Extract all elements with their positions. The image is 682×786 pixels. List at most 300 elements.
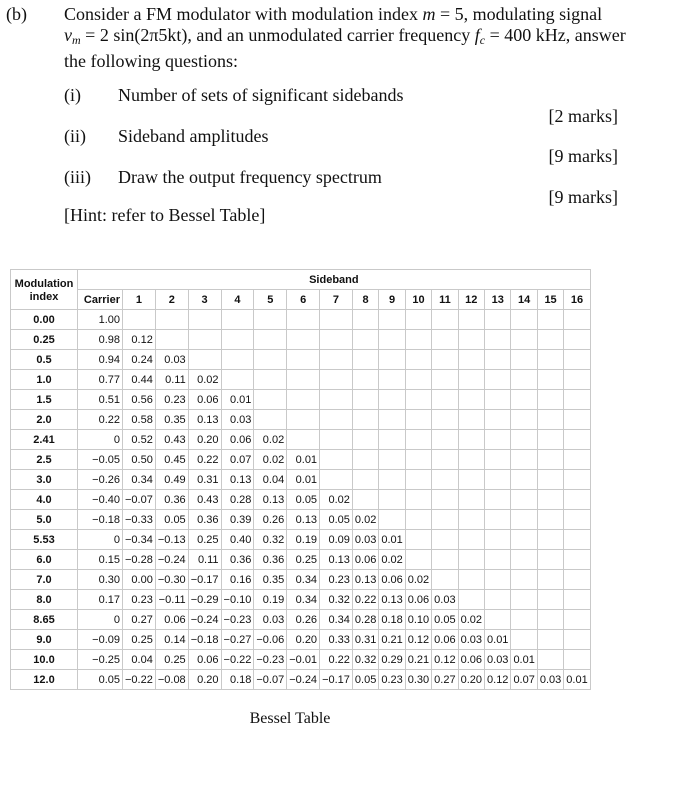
- modulation-index-cell: 2.0: [11, 410, 78, 430]
- table-cell: [320, 470, 353, 490]
- table-cell: 0.01: [287, 450, 320, 470]
- table-cell: [485, 310, 511, 330]
- table-cell: [458, 370, 484, 390]
- table-cell: 0.18: [379, 610, 405, 630]
- table-cell: −0.13: [155, 530, 188, 550]
- table-body: [11, 310, 591, 690]
- column-header-sideband-2: 2: [155, 290, 188, 310]
- table-cell: 0.05: [78, 670, 123, 690]
- table-cell: 0.03: [221, 410, 254, 430]
- table-row: [11, 530, 591, 550]
- table-cell: [432, 510, 458, 530]
- table-cell: [511, 590, 537, 610]
- table-cell: [537, 570, 563, 590]
- table-cell: 0.25: [155, 650, 188, 670]
- header-modulation: Modulation: [14, 277, 74, 290]
- table-cell: [458, 510, 484, 530]
- table-cell: 0.13: [221, 470, 254, 490]
- table-cell: 0.31: [188, 470, 221, 490]
- table-cell: [287, 410, 320, 430]
- table-cell: 0.16: [221, 570, 254, 590]
- table-cell: 0.06: [352, 550, 378, 570]
- table-cell: [564, 330, 590, 350]
- table-cell: [537, 390, 563, 410]
- table-cell: [188, 350, 221, 370]
- column-header-sideband-8: 8: [352, 290, 378, 310]
- table-cell: 0.33: [320, 630, 353, 650]
- table-cell: 0.13: [254, 490, 287, 510]
- table-cell: [432, 430, 458, 450]
- table-cell: [432, 310, 458, 330]
- table-cell: 0.22: [320, 650, 353, 670]
- table-cell: [432, 330, 458, 350]
- table-cell: 0.26: [287, 610, 320, 630]
- table-cell: [458, 330, 484, 350]
- table-cell: [537, 410, 563, 430]
- table-cell: 0.03: [458, 630, 484, 650]
- table-cell: 0.34: [123, 470, 156, 490]
- table-cell: 0.14: [155, 630, 188, 650]
- table-cell: [405, 310, 431, 330]
- table-cell: [352, 370, 378, 390]
- table-cell: 0.05: [352, 670, 378, 690]
- table-cell: 0.36: [188, 510, 221, 530]
- modulation-index-cell: 1.5: [11, 390, 78, 410]
- table-cell: [511, 450, 537, 470]
- table-cell: 0.00: [123, 570, 156, 590]
- table-row: [11, 370, 591, 390]
- table-cell: 0.07: [511, 670, 537, 690]
- table-cell: −0.01: [287, 650, 320, 670]
- table-cell: [188, 310, 221, 330]
- table-cell: [254, 310, 287, 330]
- table-cell: 0.77: [78, 370, 123, 390]
- table-cell: 0.58: [123, 410, 156, 430]
- table-cell: 0.06: [405, 590, 431, 610]
- table-cell: 0.30: [78, 570, 123, 590]
- column-header-sideband-4: 4: [221, 290, 254, 310]
- table-cell: [537, 470, 563, 490]
- table-cell: 0.40: [221, 530, 254, 550]
- table-cell: 0.27: [123, 610, 156, 630]
- table-cell: [511, 390, 537, 410]
- table-cell: 0.98: [78, 330, 123, 350]
- table-cell: −0.28: [123, 550, 156, 570]
- table-cell: 0.01: [287, 470, 320, 490]
- table-cell: 0.03: [254, 610, 287, 630]
- table-cell: 0.20: [188, 430, 221, 450]
- table-cell: [405, 470, 431, 490]
- table-cell: −0.09: [78, 630, 123, 650]
- table-cell: 0.28: [352, 610, 378, 630]
- item-3-text: Draw the output frequency spectrum: [118, 167, 382, 187]
- table-cell: 0.20: [287, 630, 320, 650]
- table-cell: [511, 470, 537, 490]
- table-cell: [458, 550, 484, 570]
- table-cell: 0.03: [432, 590, 458, 610]
- table-cell: [458, 350, 484, 370]
- table-cell: −0.07: [123, 490, 156, 510]
- table-cell: [432, 470, 458, 490]
- table-cell: 0.06: [458, 650, 484, 670]
- table-cell: 0.02: [254, 430, 287, 450]
- table-cell: −0.26: [78, 470, 123, 490]
- table-cell: 0.13: [287, 510, 320, 530]
- table-cell: 0.39: [221, 510, 254, 530]
- table-row: [11, 330, 591, 350]
- table-cell: [155, 310, 188, 330]
- table-cell: [352, 330, 378, 350]
- table-cell: 0.03: [155, 350, 188, 370]
- table-row: [11, 570, 591, 590]
- table-cell: [537, 430, 563, 450]
- table-cell: [432, 350, 458, 370]
- table-cell: 0.27: [432, 670, 458, 690]
- table-cell: [511, 430, 537, 450]
- table-cell: 0.01: [379, 530, 405, 550]
- table-cell: [537, 550, 563, 570]
- sideband-header: Sideband: [78, 270, 591, 290]
- table-cell: 0.07: [221, 450, 254, 470]
- table-cell: 0.30: [405, 670, 431, 690]
- table-cell: [485, 570, 511, 590]
- table-cell: [537, 590, 563, 610]
- table-cell: −0.06: [254, 630, 287, 650]
- item-3-marks: [9 marks]: [548, 187, 618, 207]
- modulation-index-cell: 7.0: [11, 570, 78, 590]
- table-cell: 0.43: [155, 430, 188, 450]
- table-cell: −0.40: [78, 490, 123, 510]
- table-cell: 0.12: [485, 670, 511, 690]
- table-cell: [537, 650, 563, 670]
- table-row: [11, 630, 591, 650]
- table-row: [11, 490, 591, 510]
- table-cell: [458, 470, 484, 490]
- table-cell: 0.02: [379, 550, 405, 570]
- table-cell: [405, 550, 431, 570]
- modulation-index-cell: 1.0: [11, 370, 78, 390]
- table-cell: [432, 410, 458, 430]
- table-cell: [458, 530, 484, 550]
- table-cell: [352, 350, 378, 370]
- table-cell: 0.20: [188, 670, 221, 690]
- table-cell: 0.23: [155, 390, 188, 410]
- table-cell: [485, 350, 511, 370]
- table-cell: 0.12: [123, 330, 156, 350]
- item-3-number: (iii): [64, 167, 91, 187]
- table-cell: [485, 450, 511, 470]
- modulation-index-cell: 9.0: [11, 630, 78, 650]
- table-cell: 0.23: [379, 670, 405, 690]
- table-cell: 0.43: [188, 490, 221, 510]
- table-cell: −0.07: [254, 670, 287, 690]
- table-row: [11, 670, 591, 690]
- table-cell: 0.32: [352, 650, 378, 670]
- modulation-index-cell: 8.0: [11, 590, 78, 610]
- table-cell: 0.18: [221, 670, 254, 690]
- table-cell: [352, 490, 378, 510]
- table-cell: [564, 470, 590, 490]
- table-cell: [537, 310, 563, 330]
- item-1-text: Number of sets of significant sidebands: [118, 85, 404, 105]
- modulation-index-cell: 2.5: [11, 450, 78, 470]
- table-cell: 0.02: [254, 450, 287, 470]
- modulation-index-cell: 5.0: [11, 510, 78, 530]
- table-cell: [485, 510, 511, 530]
- table-cell: [352, 430, 378, 450]
- table-cell: 0: [78, 430, 123, 450]
- table-row: [11, 550, 591, 570]
- table-cell: 0.06: [432, 630, 458, 650]
- table-cell: [405, 510, 431, 530]
- table-cell: [564, 510, 590, 530]
- table-cell: −0.24: [188, 610, 221, 630]
- question-line-3: the following questions:: [64, 51, 238, 71]
- line1-suffix: = 5, modulating signal: [435, 4, 603, 24]
- table-cell: 0.22: [188, 450, 221, 470]
- table-cell: 0.12: [405, 630, 431, 650]
- table-cell: [564, 490, 590, 510]
- table-cell: [564, 310, 590, 330]
- table-cell: [537, 530, 563, 550]
- table-cell: [287, 330, 320, 350]
- table-cell: [485, 530, 511, 550]
- table-cell: [379, 490, 405, 510]
- modulation-index-cell: 2.41: [11, 430, 78, 450]
- table-cell: [320, 450, 353, 470]
- table-cell: [405, 450, 431, 470]
- table-cell: [405, 390, 431, 410]
- table-cell: 0.13: [352, 570, 378, 590]
- table-cell: [564, 390, 590, 410]
- column-header-sideband-16: 16: [564, 290, 590, 310]
- table-cell: 0.11: [155, 370, 188, 390]
- table-row: [11, 470, 591, 490]
- table-cell: [485, 470, 511, 490]
- table-cell: [352, 450, 378, 470]
- table-cell: −0.17: [320, 670, 353, 690]
- table-cell: [379, 450, 405, 470]
- table-cell: 0.36: [254, 550, 287, 570]
- item-2-marks: [9 marks]: [548, 146, 618, 166]
- item-1-marks: [2 marks]: [548, 106, 618, 126]
- vm-subscript: m: [72, 33, 81, 47]
- table-cell: [320, 430, 353, 450]
- table-cell: 1.00: [78, 310, 123, 330]
- table-cell: [537, 510, 563, 530]
- table-cell: 0.02: [405, 570, 431, 590]
- table-cell: 0.10: [405, 610, 431, 630]
- table-cell: [379, 390, 405, 410]
- question-line-2: [64, 25, 664, 51]
- line1-prefix: Consider a FM modulator with modulation index: [64, 4, 423, 24]
- column-header-sideband-3: 3: [188, 290, 221, 310]
- table-cell: 0.04: [123, 650, 156, 670]
- table-cell: −0.30: [155, 570, 188, 590]
- table-cell: 0.56: [123, 390, 156, 410]
- table-cell: [485, 590, 511, 610]
- table-cell: [405, 410, 431, 430]
- table-cell: 0.15: [78, 550, 123, 570]
- table-cell: [511, 570, 537, 590]
- table-cell: [254, 330, 287, 350]
- table-cell: 0.13: [188, 410, 221, 430]
- column-header-sideband-13: 13: [485, 290, 511, 310]
- table-cell: [564, 530, 590, 550]
- table-cell: 0.20: [458, 670, 484, 690]
- table-cell: −0.11: [155, 590, 188, 610]
- table-cell: 0.06: [155, 610, 188, 630]
- column-header-sideband-12: 12: [458, 290, 484, 310]
- table-row: [11, 350, 591, 370]
- table-cell: [254, 410, 287, 430]
- table-cell: 0.21: [405, 650, 431, 670]
- table-cell: 0.52: [123, 430, 156, 450]
- table-cell: [123, 310, 156, 330]
- table-cell: [432, 570, 458, 590]
- table-cell: [320, 410, 353, 430]
- column-header-sideband-7: 7: [320, 290, 353, 310]
- table-cell: [432, 530, 458, 550]
- table-cell: 0.26: [254, 510, 287, 530]
- table-cell: [485, 370, 511, 390]
- table-header-row-1: [11, 270, 591, 290]
- table-cell: [221, 350, 254, 370]
- table-cell: 0.36: [221, 550, 254, 570]
- table-cell: [511, 330, 537, 350]
- line2-mid: = 2 sin(2π5kt), and an unmodulated carrier frequency: [80, 25, 475, 45]
- table-cell: [564, 550, 590, 570]
- table-cell: −0.08: [155, 670, 188, 690]
- table-cell: [320, 310, 353, 330]
- table-cell: [458, 490, 484, 510]
- table-cell: [432, 370, 458, 390]
- table-cell: [432, 490, 458, 510]
- table-cell: 0.01: [511, 650, 537, 670]
- table-cell: −0.23: [221, 610, 254, 630]
- table-cell: [511, 630, 537, 650]
- table-cell: 0.19: [287, 530, 320, 550]
- modulation-index-cell: 6.0: [11, 550, 78, 570]
- table-cell: [287, 350, 320, 370]
- table-cell: [537, 450, 563, 470]
- table-cell: 0.34: [287, 570, 320, 590]
- column-header-sideband-1: 1: [123, 290, 156, 310]
- table-cell: 0.05: [432, 610, 458, 630]
- table-cell: 0.02: [188, 370, 221, 390]
- column-header-sideband-9: 9: [379, 290, 405, 310]
- table-cell: [379, 310, 405, 330]
- table-cell: 0.13: [379, 590, 405, 610]
- table-cell: 0.12: [432, 650, 458, 670]
- modulation-index-cell: 0.25: [11, 330, 78, 350]
- table-cell: −0.24: [287, 670, 320, 690]
- table-cell: [537, 490, 563, 510]
- table-cell: 0.35: [254, 570, 287, 590]
- table-cell: [485, 610, 511, 630]
- modulation-index-cell: 5.53: [11, 530, 78, 550]
- table-cell: [564, 610, 590, 630]
- modulation-index-cell: 8.65: [11, 610, 78, 630]
- table-cell: [254, 390, 287, 410]
- table-cell: [405, 330, 431, 350]
- hint-text: [Hint: refer to Bessel Table]: [64, 205, 266, 225]
- modulation-index-header: [11, 270, 78, 310]
- table-cell: [485, 330, 511, 350]
- table-cell: [485, 390, 511, 410]
- table-cell: [287, 370, 320, 390]
- table-cell: [485, 430, 511, 450]
- table-cell: [564, 430, 590, 450]
- table-cell: 0.09: [320, 530, 353, 550]
- table-cell: −0.18: [78, 510, 123, 530]
- table-cell: 0.36: [155, 490, 188, 510]
- header-index: index: [29, 290, 59, 303]
- table-cell: [511, 510, 537, 530]
- table-cell: [379, 470, 405, 490]
- table-cell: −0.24: [155, 550, 188, 570]
- table-cell: 0.05: [320, 510, 353, 530]
- table-cell: [405, 490, 431, 510]
- table-row: [11, 390, 591, 410]
- table-cell: [458, 310, 484, 330]
- table-cell: −0.25: [78, 650, 123, 670]
- table-cell: [352, 310, 378, 330]
- table-cell: [537, 330, 563, 350]
- table-cell: [188, 330, 221, 350]
- table-cell: 0.03: [352, 530, 378, 550]
- table-cell: 0.23: [320, 570, 353, 590]
- bessel-table: [10, 269, 591, 690]
- table-cell: [221, 310, 254, 330]
- table-cell: 0.34: [287, 590, 320, 610]
- table-cell: [564, 630, 590, 650]
- table-cell: [511, 550, 537, 570]
- table-cell: 0.06: [221, 430, 254, 450]
- table-cell: −0.18: [188, 630, 221, 650]
- table-cell: [485, 410, 511, 430]
- table-cell: [432, 450, 458, 470]
- table-cell: [511, 490, 537, 510]
- table-cell: [564, 570, 590, 590]
- fc-symbol: f: [474, 25, 480, 45]
- column-header-sideband-10: 10: [405, 290, 431, 310]
- table-row: [11, 410, 591, 430]
- table-cell: 0.17: [78, 590, 123, 610]
- table-cell: [458, 570, 484, 590]
- modulation-index-cell: 4.0: [11, 490, 78, 510]
- table-cell: 0.02: [320, 490, 353, 510]
- table-cell: 0.32: [254, 530, 287, 550]
- table-cell: 0.49: [155, 470, 188, 490]
- table-cell: [320, 350, 353, 370]
- table-cell: [379, 370, 405, 390]
- table-cell: [511, 350, 537, 370]
- table-cell: 0.94: [78, 350, 123, 370]
- column-header-sideband-11: 11: [432, 290, 458, 310]
- modulation-index-cell: 10.0: [11, 650, 78, 670]
- table-row: [11, 310, 591, 330]
- m-symbol: m: [422, 4, 436, 24]
- table-cell: −0.33: [123, 510, 156, 530]
- question-text: [64, 4, 664, 72]
- table-cell: [564, 350, 590, 370]
- table-cell: [511, 370, 537, 390]
- table-cell: −0.27: [221, 630, 254, 650]
- modulation-index-cell: 12.0: [11, 670, 78, 690]
- table-cell: [511, 310, 537, 330]
- table-cell: 0.19: [254, 590, 287, 610]
